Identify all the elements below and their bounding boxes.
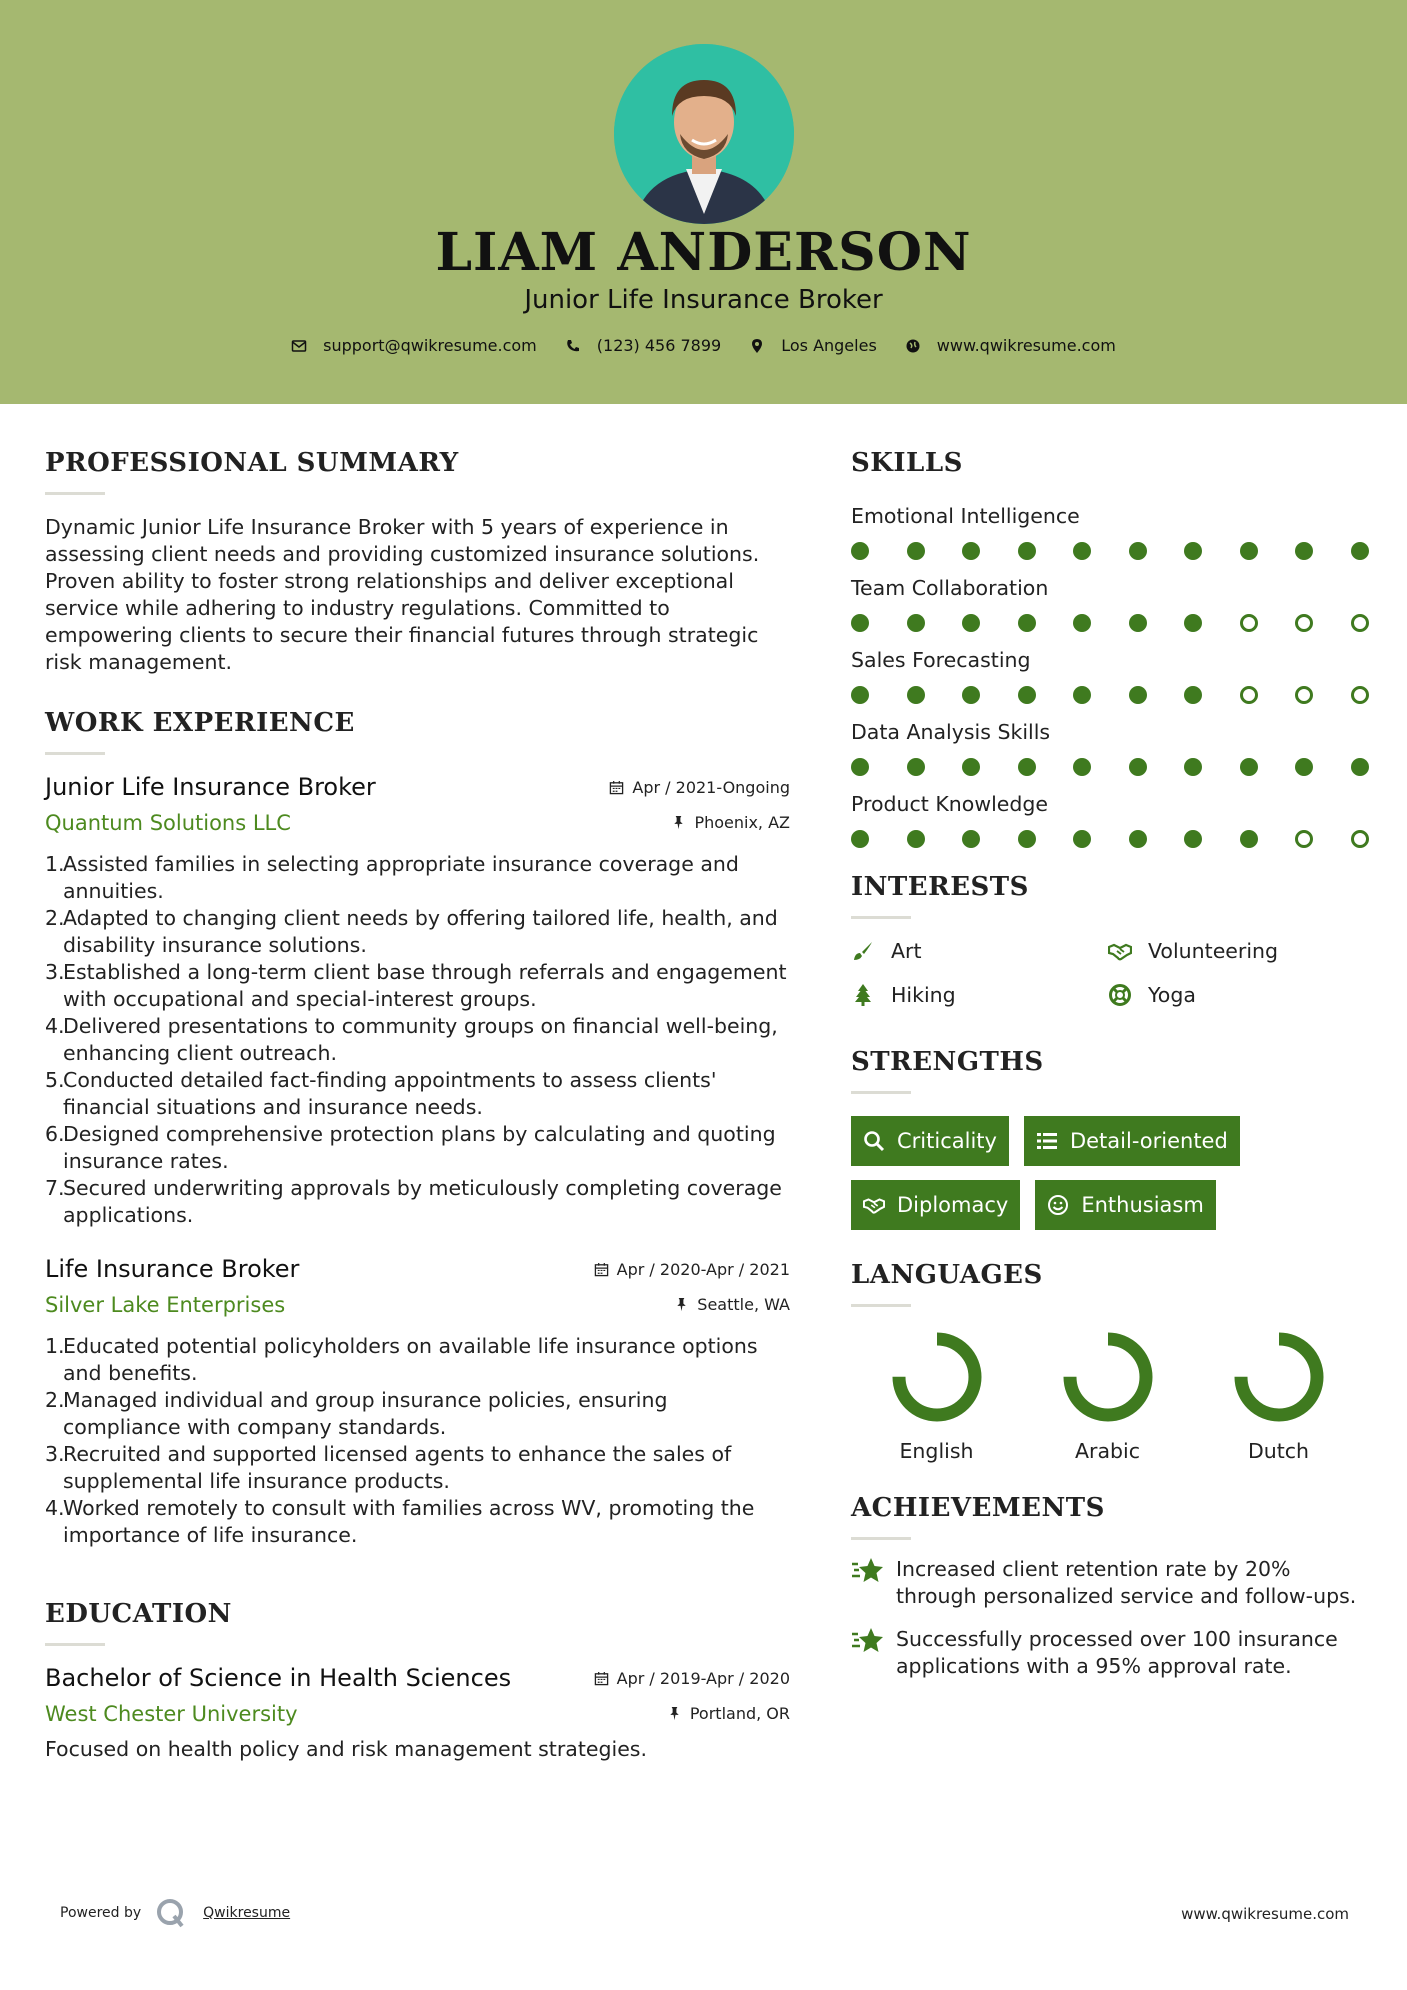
language-level-ring [1229,1327,1329,1427]
strengths-list [851,1116,1351,1230]
website-text: www.qwikresume.com [936,336,1116,355]
section-heading: STRENGTHS [851,1047,1044,1077]
rating-dot-filled [962,758,980,776]
handshake-icon [1108,939,1132,963]
languages-list [851,1327,1371,1463]
section-heading: INTERESTS [851,872,1029,902]
strength-tag [851,1180,1020,1230]
rating-dot-filled [1129,614,1147,632]
education-date [594,1669,790,1688]
pushpin-icon [671,815,686,830]
skill-rating [851,542,1371,560]
skill-name: Team Collaboration [851,576,1049,600]
location-text: Los Angeles [781,336,877,355]
education-description: Focused on health policy and risk management strategies. [45,1737,648,1761]
rating-dot-filled [907,830,925,848]
list-icon [1036,1130,1058,1152]
heading-underline [45,752,105,755]
interest-item [851,939,1108,963]
rating-dot-filled [907,614,925,632]
job-date [609,778,790,797]
language-item [1022,1327,1193,1463]
list-item: 7. Secured underwriting approvals by meticulously completing coverage applications. [45,1176,782,1227]
skills-section [851,448,1371,848]
summary-text: Dynamic Junior Life Insurance Broker with 5 years of experience in assessing client needs and providing customized insurance solutions. Proven ability to foster strong relationships and deliver exceptional service while adhering to industry regulations. Committed to empowering clients to secure their financial futures through strategic risk management. [45,515,760,674]
language-item [1193,1327,1364,1463]
rating-dot-filled [1018,830,1036,848]
resume-header [0,0,1407,404]
rating-dot-filled [1129,758,1147,776]
interest-label: Yoga [1148,983,1196,1007]
company-name: Quantum Solutions LLC [45,811,291,835]
degree-title: Bachelor of Science in Health Sciences [45,1664,512,1692]
interest-label: Hiking [891,983,956,1007]
smile-icon [1047,1194,1069,1216]
education-entry [45,1664,790,1763]
calendar-icon [594,1262,609,1277]
strength-label: Diplomacy [897,1193,1009,1217]
rating-dot-empty [1240,686,1258,704]
rating-dot-filled [962,686,980,704]
candidate-title: Junior Life Insurance Broker [524,285,883,315]
section-heading: PROFESSIONAL SUMMARY [45,448,459,478]
job-bullets [45,1333,790,1549]
rating-dot-empty [1295,614,1313,632]
rating-dot-empty [1351,830,1369,848]
job-date-text: Apr / 2021-Ongoing [632,778,790,797]
contact-email[interactable] [291,336,537,355]
list-item: 2. Managed individual and group insurance policies, ensuring compliance with company standards. [45,1388,668,1439]
search-icon [863,1130,885,1152]
rating-dot-filled [851,830,869,848]
strength-tag [1024,1116,1240,1166]
phone-text: (123) 456 7899 [596,336,722,355]
email-text: support@qwikresume.com [323,336,537,355]
education-date-text: Apr / 2019-Apr / 2020 [616,1669,790,1688]
rating-dot-filled [907,542,925,560]
heading-underline [851,1537,911,1540]
skill-item [851,720,1371,776]
achievement-item [851,1556,1371,1610]
skill-rating [851,686,1371,704]
language-level-ring [887,1327,987,1427]
pushpin-icon [667,1706,682,1721]
interests-section [851,872,1371,1007]
rating-dot-filled [1295,758,1313,776]
map-pin-icon [749,338,765,354]
heading-underline [851,916,911,919]
rating-dot-filled [1184,542,1202,560]
language-level-arc [899,1339,975,1415]
rating-dot-filled [851,758,869,776]
list-item: 6. Designed comprehensive protection plans by calculating and quoting insurance rates. [45,1122,776,1173]
rating-dot-filled [1184,830,1202,848]
job-location-text: Seattle, WA [697,1295,790,1314]
achievements-list [851,1556,1371,1680]
rating-dot-filled [851,686,869,704]
contact-bar [0,336,1407,355]
education-location [667,1704,790,1723]
job-location-text: Phoenix, AZ [694,813,790,832]
list-item: 4. Delivered presentations to community groups on financial well-being, enhancing client outreach. [45,1014,778,1065]
rating-dot-filled [1018,686,1036,704]
candidate-name: LIAM ANDERSON [435,222,972,283]
list-item: 3. Recruited and supported licensed agents to enhance the sales of supplemental life insurance products. [45,1442,732,1493]
strength-tag [851,1116,1009,1166]
rating-dot-filled [1018,758,1036,776]
rating-dot-filled [1073,542,1091,560]
achievement-item [851,1626,1371,1680]
rating-dot-filled [962,542,980,560]
skill-item [851,576,1371,632]
rating-dot-filled [1073,830,1091,848]
list-item: 5. Conducted detailed fact-finding appointments to assess clients' financial situations and insurance needs. [45,1068,717,1119]
rating-dot-filled [1073,758,1091,776]
rating-dot-filled [1184,686,1202,704]
globe-icon [905,338,921,354]
strength-label: Enthusiasm [1081,1193,1204,1217]
language-item [851,1327,1022,1463]
job-bullets [45,851,790,1229]
powered-by-text: Powered by [60,1905,142,1921]
list-item: 4. Worked remotely to consult with families across WV, promoting the importance of life insurance. [45,1496,755,1547]
interest-item [1108,983,1365,1007]
rating-dot-filled [1295,542,1313,560]
skill-item [851,648,1371,704]
heading-underline [45,1643,105,1646]
list-item: 1. Assisted families in selecting appropriate insurance coverage and annuities. [45,852,739,903]
lifering-icon [1108,983,1132,1007]
achievements-section [851,1493,1371,1680]
contact-phone[interactable] [565,336,721,355]
skill-item [851,504,1371,560]
section-heading: SKILLS [851,448,963,478]
language-level-ring [1058,1327,1158,1427]
rating-dot-empty [1351,614,1369,632]
rating-dot-filled [907,758,925,776]
footer-website[interactable]: www.qwikresume.com [1181,1905,1349,1923]
skill-rating [851,830,1371,848]
achievement-text: Increased client retention rate by 20% through personalized service and follow-ups. [896,1557,1357,1608]
profile-photo [614,44,794,224]
strength-tag [1035,1180,1215,1230]
language-level-arc [1241,1339,1317,1415]
contact-website[interactable] [905,336,1116,355]
heading-underline [851,1304,911,1307]
pushpin-icon [674,1297,689,1312]
interest-label: Art [891,939,922,963]
rating-dot-filled [1129,542,1147,560]
brand-link[interactable]: Qwikresume [203,1905,291,1921]
skill-item [851,792,1371,848]
rating-dot-filled [1351,542,1369,560]
strength-label: Detail-oriented [1069,1129,1228,1153]
language-name: Dutch [1247,1439,1310,1463]
rating-dot-filled [851,542,869,560]
section-heading: ACHIEVEMENTS [851,1493,1105,1523]
star-icon [851,1556,885,1586]
rating-dot-filled [1073,614,1091,632]
job-location [674,1295,790,1314]
job-title: Junior Life Insurance Broker [45,773,376,801]
interest-item [851,983,1108,1007]
job-location [671,813,790,832]
company-name: Silver Lake Enterprises [45,1293,286,1317]
list-item: 3. Established a long-term client base through referrals and engagement with occupational and special-interest groups. [45,960,787,1011]
paintbrush-icon [851,939,875,963]
footer-powered-by [60,1897,290,1929]
rating-dot-filled [1073,686,1091,704]
heading-underline [45,492,105,495]
rating-dot-filled [1018,542,1036,560]
rating-dot-filled [1018,614,1036,632]
interest-label: Volunteering [1148,939,1279,963]
school-name: West Chester University [45,1702,298,1726]
language-level-arc [1070,1339,1146,1415]
calendar-icon [594,1671,609,1686]
experience-section [45,708,790,1549]
rating-dot-filled [1184,614,1202,632]
skill-name: Data Analysis Skills [851,720,1051,744]
rating-dot-filled [851,614,869,632]
language-name: English [899,1439,974,1463]
section-heading: LANGUAGES [851,1260,1043,1290]
skill-rating [851,758,1371,776]
skill-rating [851,614,1371,632]
list-item: 1. Educated potential policyholders on available life insurance options and benefits. [45,1334,758,1385]
languages-section [851,1260,1371,1463]
rating-dot-filled [1240,758,1258,776]
skill-name: Product Knowledge [851,792,1049,816]
section-heading: WORK EXPERIENCE [45,708,355,738]
skill-name: Emotional Intelligence [851,504,1080,528]
strength-label: Criticality [897,1129,997,1153]
education-section [45,1599,790,1763]
job-date-text: Apr / 2020-Apr / 2021 [616,1260,790,1279]
qwikresume-logo-icon [155,1897,187,1929]
skill-name: Sales Forecasting [851,648,1031,672]
right-column [851,448,1371,1680]
contact-location [749,336,877,355]
envelope-icon [291,338,307,354]
rating-dot-empty [1351,686,1369,704]
left-column [45,448,790,1763]
rating-dot-filled [1240,830,1258,848]
section-heading: EDUCATION [45,1599,232,1629]
rating-dot-empty [1295,686,1313,704]
phone-icon [565,338,581,354]
language-name: Arabic [1075,1439,1140,1463]
rating-dot-filled [1351,758,1369,776]
job-title: Life Insurance Broker [45,1255,300,1283]
handshake-icon [863,1194,885,1216]
rating-dot-filled [962,614,980,632]
rating-dot-filled [1240,542,1258,560]
rating-dot-empty [1240,614,1258,632]
rating-dot-filled [907,686,925,704]
education-location-text: Portland, OR [689,1704,790,1723]
calendar-icon [609,780,624,795]
rating-dot-filled [962,830,980,848]
summary-section [45,448,790,676]
tree-icon [851,983,875,1007]
strengths-section [851,1047,1371,1230]
rating-dot-filled [1129,830,1147,848]
rating-dot-filled [1129,686,1147,704]
job-entry [45,773,790,1229]
rating-dot-filled [1184,758,1202,776]
star-icon [851,1626,885,1656]
achievement-text: Successfully processed over 100 insurance applications with a 95% approval rate. [896,1627,1338,1678]
job-entry [45,1255,790,1549]
heading-underline [851,1091,911,1094]
skills-list [851,504,1371,848]
interest-item [1108,939,1365,963]
job-date [594,1260,790,1279]
interests-list [851,939,1371,1007]
list-item: 2. Adapted to changing client needs by offering tailored life, health, and disability insurance solutions. [45,906,778,957]
rating-dot-empty [1295,830,1313,848]
